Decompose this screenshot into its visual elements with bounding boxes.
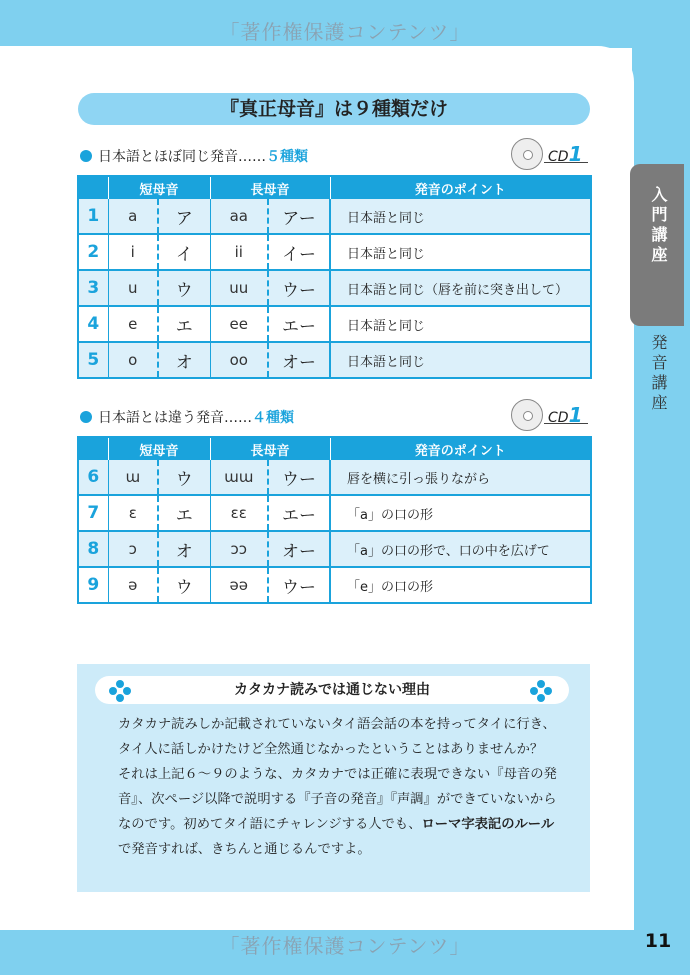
header-short-vowel: 短母音 (108, 437, 210, 460)
ornament-left-icon (109, 680, 131, 702)
pronunciation-point: 「a」の口の形で、口の中を広げて (330, 531, 591, 567)
short-katakana: イ (158, 234, 210, 270)
short-romanization: ə (108, 567, 158, 603)
header-long-vowel: 長母音 (210, 176, 330, 199)
long-romanization: ii (210, 234, 268, 270)
row-number: 5 (78, 342, 108, 378)
watermark-bottom: 「著作権保護コンテンツ」 (219, 934, 471, 958)
short-romanization: u (108, 270, 158, 306)
short-romanization: a (108, 199, 158, 234)
row-number: 2 (78, 234, 108, 270)
cd-track-badge: CD1 (508, 397, 590, 431)
row-number: 6 (78, 460, 108, 495)
row-number: 3 (78, 270, 108, 306)
table-row (78, 567, 591, 603)
header-long-vowel: 長母音 (210, 437, 330, 460)
ornament-right-icon (530, 680, 552, 702)
header-pronunciation-point: 発音のポイント (330, 437, 591, 460)
long-romanization: aa (210, 199, 268, 234)
short-romanization: ɛ (108, 495, 158, 531)
pronunciation-point: 「e」の口の形 (330, 567, 591, 603)
table-header-row (78, 176, 591, 199)
bullet-dot-icon (80, 150, 92, 162)
long-romanization: ee (210, 306, 268, 342)
long-katakana: アー (268, 199, 330, 234)
row-number: 7 (78, 495, 108, 531)
pronunciation-point: 「a」の口の形 (330, 495, 591, 531)
header-pronunciation-point: 発音のポイント (330, 176, 591, 199)
pronunciation-point: 日本語と同じ（唇を前に突き出して） (330, 270, 591, 306)
long-katakana: イー (268, 234, 330, 270)
info-body-text: カタカナ読みしか記載されていないタイ語会話の本を持ってタイに行き、タイ人に話しかけたけど全然通じなかったということはありませんか？ それは上記６～９のような、カタカナでは正確に表現できない『母音の発音』、次ページ以降で説明する『子音の発音』『声調』ができていないからなのです。初めてタイ語にチャレンジする人でも、ローマ字表記のルールで発音すれば、きちんと通じるんですよ。 (118, 717, 557, 857)
emphasis-text: ローマ字表記のルール (421, 817, 555, 832)
row-number: 9 (78, 567, 108, 603)
short-romanization: ɔ (108, 531, 158, 567)
pronunciation-point: 日本語と同じ (330, 306, 591, 342)
pronunciation-point: 日本語と同じ (330, 199, 591, 234)
short-katakana: エ (158, 306, 210, 342)
long-romanization: ɯɯ (210, 460, 268, 495)
pronunciation-point: 日本語と同じ (330, 342, 591, 378)
table-row (78, 342, 591, 378)
table-row (78, 234, 591, 270)
page-number: 11 (644, 930, 672, 952)
table-row (78, 531, 591, 567)
table-row (78, 270, 591, 306)
short-romanization: o (108, 342, 158, 378)
long-romanization: oo (210, 342, 268, 378)
short-katakana: ウ (158, 270, 210, 306)
table-row (78, 199, 591, 234)
vowel-table-similar (77, 175, 592, 379)
long-katakana: オー (268, 342, 330, 378)
long-katakana: ウー (268, 460, 330, 495)
short-katakana: エ (158, 495, 210, 531)
row-number: 8 (78, 531, 108, 567)
table-row (78, 460, 591, 495)
tab-pronunciation-course[interactable]: 発音講座 (649, 334, 668, 414)
table-row (78, 306, 591, 342)
short-katakana: ウ (158, 460, 210, 495)
row-number: 1 (78, 199, 108, 234)
long-katakana: オー (268, 531, 330, 567)
long-romanization: ɛɛ (210, 495, 268, 531)
cd-icon (511, 399, 543, 431)
pronunciation-point: 日本語と同じ (330, 234, 591, 270)
long-romanization: ɔɔ (210, 531, 268, 567)
short-romanization: ɯ (108, 460, 158, 495)
long-katakana: ウー (268, 567, 330, 603)
side-band (632, 0, 690, 975)
page-title: 『真正母音』は９種類だけ (78, 93, 590, 125)
short-katakana: オ (158, 531, 210, 567)
cd-icon (511, 138, 543, 170)
section-heading-different: 日本語とは違う発音……４種類 (80, 407, 294, 427)
pronunciation-point: 唇を横に引っ張りながら (330, 460, 591, 495)
short-katakana: ウ (158, 567, 210, 603)
long-katakana: エー (268, 495, 330, 531)
cd-track-badge: CD1 (508, 136, 590, 170)
short-katakana: ア (158, 199, 210, 234)
short-katakana: オ (158, 342, 210, 378)
short-romanization: e (108, 306, 158, 342)
tab-beginner-label: 入門講座 (649, 186, 668, 266)
bullet-dot-icon (80, 411, 92, 423)
info-heading: カタカナ読みでは通じない理由 (95, 676, 569, 704)
long-romanization: uu (210, 270, 268, 306)
watermark-top: 「著作権保護コンテンツ」 (219, 20, 471, 44)
header-short-vowel: 短母音 (108, 176, 210, 199)
long-romanization: əə (210, 567, 268, 603)
table-row (78, 495, 591, 531)
table-header-row (78, 437, 591, 460)
long-katakana: ウー (268, 270, 330, 306)
row-number: 4 (78, 306, 108, 342)
section-heading-similar: 日本語とほぼ同じ発音……５種類 (80, 146, 308, 166)
short-romanization: i (108, 234, 158, 270)
vowel-table-different (77, 436, 592, 604)
long-katakana: エー (268, 306, 330, 342)
